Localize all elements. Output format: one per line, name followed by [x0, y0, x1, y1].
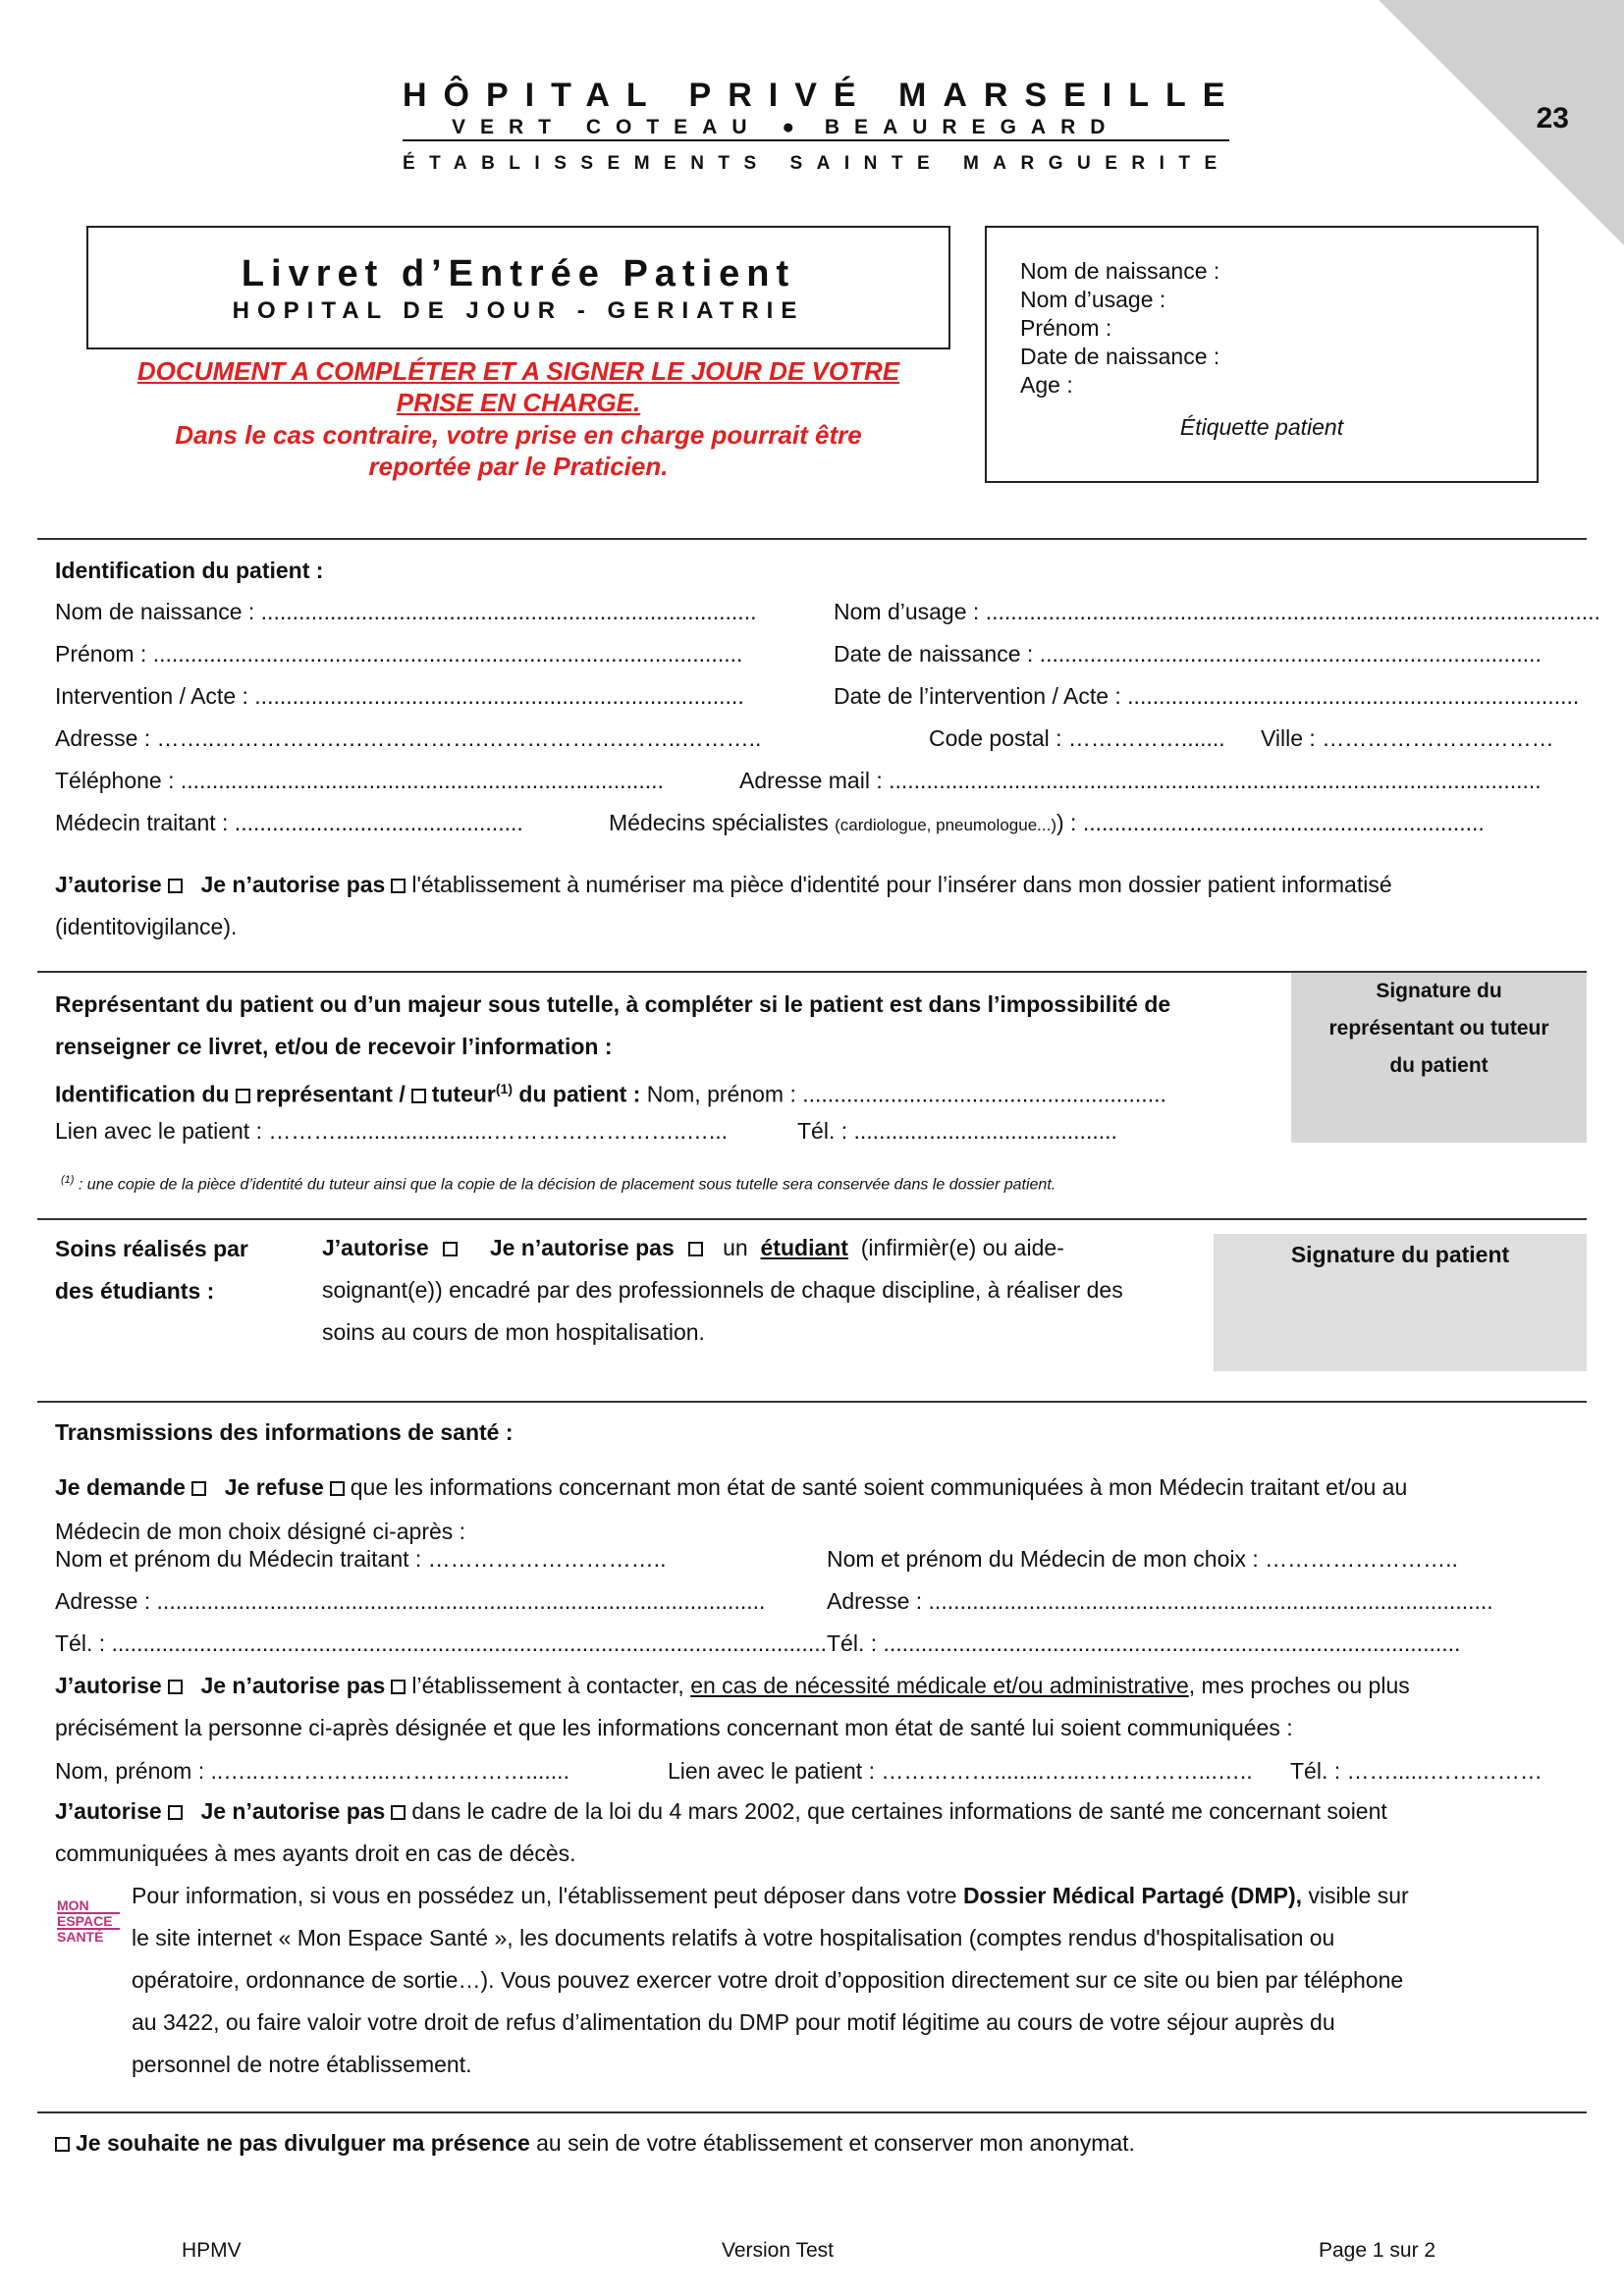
email-field[interactable]: Adresse mail : ........................................................................................................ — [739, 768, 1542, 793]
footer-page: Page 1 sur 2 — [1319, 2239, 1436, 2262]
gp-address-field[interactable]: Adresse : ................................................................................................. — [55, 1588, 766, 1614]
section-divider — [37, 2111, 1587, 2113]
logo-line-2: ESPACE — [57, 1912, 120, 1930]
intervention-date-field[interactable]: Date de l’intervention / Acte : ........................................................................ — [834, 683, 1580, 709]
id-scan-authorize-checkbox[interactable] — [168, 879, 183, 893]
transmissions-request-label: Je demande — [55, 1474, 186, 1500]
intervention-field[interactable]: Intervention / Acte : .............................................................................. — [55, 683, 744, 709]
footnote-text: : une copie de la pièce d’identité du tuteur ainsi que la copie de la décision de placement sous tutelle sera conservée dans le dossier patient. — [74, 1176, 1056, 1194]
rep-guardian-note: (1) — [495, 1081, 514, 1096]
birth-name-field[interactable]: Nom de naissance : ............................................................................... — [55, 599, 757, 624]
city-field[interactable]: Ville : ………………….……… — [1261, 725, 1554, 751]
section-divider — [37, 1218, 1587, 1220]
representative-footnote — [61, 1174, 1056, 1194]
warning-line-3: Dans le cas contraire, votre prise en charge pourrait être — [175, 420, 862, 450]
choice-doctor-phone-field[interactable]: Tél. : ............................................................................................ — [827, 1630, 1461, 1656]
guardian-checkbox[interactable] — [411, 1089, 426, 1103]
header-divider — [403, 139, 1229, 141]
law-refuse-checkbox[interactable] — [391, 1805, 406, 1820]
representative-ident — [55, 1074, 1166, 1109]
specialists-field[interactable] — [609, 808, 1485, 840]
students-etudiant: étudiant — [760, 1235, 848, 1260]
id-scan-text-2: (identitovigilance). — [55, 914, 238, 939]
site-right: BEAUREGARD — [824, 116, 1120, 138]
contact-refuse-label: Je n’autorise pas — [200, 1673, 386, 1698]
anonymity-option — [55, 2128, 1135, 2158]
label-age: Age : — [1020, 372, 1073, 398]
section-divider — [37, 1401, 1587, 1403]
transmissions-refuse-label: Je refuse — [224, 1474, 324, 1500]
contact-refuse-checkbox[interactable] — [391, 1680, 406, 1694]
contact-text-underlined: en cas de nécessité médicale et/ou administrative — [690, 1673, 1189, 1698]
anonymity-bold: Je souhaite ne pas divulguer ma présence — [76, 2130, 530, 2156]
hospital-sites — [452, 116, 1119, 139]
dmp-intro: Pour information, si vous en possédez un, l'établissement peut déposer dans votre — [132, 1883, 957, 1908]
transmissions-text-1: que les informations concernant mon état de santé soient communiquées à mon Médecin traitant et/ou au — [350, 1474, 1408, 1500]
usage-name-field[interactable]: Nom d’usage : .................................................................................................. — [834, 599, 1600, 624]
warning-line-2: PRISE EN CHARGE. — [396, 388, 641, 417]
students-authorize-label: J’autorise — [322, 1235, 429, 1260]
corner-tab — [1379, 0, 1624, 245]
dmp-line-4: au 3422, ou faire valoir votre droit de refus d’alimentation du DMP pour motif légitime au cours de votre séjour auprès du — [132, 2009, 1335, 2035]
first-name-field[interactable]: Prénom : .............................................................................................. — [55, 641, 743, 667]
transmissions-heading: Transmissions des informations de santé : — [55, 1419, 514, 1445]
label-tag: Étiquette patient — [1179, 414, 1344, 440]
contact-authorize-label: J’autorise — [55, 1673, 162, 1698]
label-usage-name: Nom d’usage : — [1020, 287, 1166, 312]
rep-phone-field[interactable]: Tél. : .......................................... — [797, 1118, 1117, 1144]
students-un: un — [723, 1235, 748, 1260]
postal-code-field[interactable]: Code postal : ……………....... — [929, 725, 1225, 751]
representative-checkbox[interactable] — [236, 1089, 250, 1103]
specialists-label: Médecins spécialistes — [609, 810, 829, 835]
dmp-after: visible sur — [1308, 1883, 1409, 1908]
footnote-mark: (1) — [61, 1174, 75, 1186]
gp-phone-field[interactable]: Tél. : .................................................................................................................. — [55, 1630, 827, 1656]
logo-line-3: SANTÉ — [57, 1929, 104, 1945]
site-left: VERT COTEAU — [452, 116, 762, 138]
anonymity-checkbox[interactable] — [55, 2137, 70, 2152]
id-scan-text: l'établissement à numériser ma pièce d'identité pour l’insérer dans mon dossier patient informatisé — [411, 872, 1392, 897]
dmp-line-5: personnel de notre établissement. — [132, 2052, 472, 2077]
contact-name-field[interactable]: Nom, prénom : ..…..……………...………………....... — [55, 1758, 569, 1784]
document-title: Livret d’Entrée Patient — [241, 253, 796, 294]
id-scan-authorize-label: J’autorise — [55, 872, 162, 897]
students-text-1-rest: (infirmièr(e) ou aide- — [860, 1235, 1064, 1260]
rep-representative-label: représentant / — [255, 1081, 406, 1107]
rep-ident-prefix: Identification du — [55, 1081, 230, 1107]
anonymity-rest: au sein de votre établissement et conserver mon anonymat. — [536, 2130, 1135, 2156]
document-subtitle: HOPITAL DE JOUR - GERIATRIE — [232, 297, 805, 324]
mon-espace-sante-logo — [57, 1898, 126, 1951]
law-consent — [55, 1790, 1567, 1875]
rep-ident-suffix: du patient : — [518, 1081, 641, 1107]
warning-line-1: DOCUMENT A COMPLÉTER ET A SIGNER LE JOUR DE VOTRE — [136, 356, 900, 386]
law-authorize-label: J’autorise — [55, 1798, 162, 1824]
warning-line-4: reportée par le Praticien. — [368, 452, 669, 481]
rep-signature-line-3: du patient — [1389, 1054, 1489, 1077]
phone-field[interactable]: Téléphone : ............................................................................. — [55, 768, 664, 793]
label-birth-date: Date de naissance : — [1020, 344, 1220, 369]
choice-doctor-name-field[interactable]: Nom et prénom du Médecin de mon choix : …………………….. — [827, 1546, 1458, 1572]
contact-phone-field[interactable]: Tél. : ……......…………… — [1290, 1758, 1543, 1784]
gp-name-field[interactable]: Nom et prénom du Médecin traitant : ………………………….. — [55, 1546, 667, 1572]
dmp-information — [132, 1875, 1567, 2086]
law-refuse-label: Je n’autorise pas — [200, 1798, 386, 1824]
gp-field[interactable]: Médecin traitant : .............................................. — [55, 810, 523, 835]
students-label-1: Soins réalisés par — [55, 1236, 248, 1261]
students-text-3: soins au cours de mon hospitalisation. — [322, 1319, 705, 1345]
patient-signature-box[interactable]: Signature du patient — [1214, 1234, 1587, 1371]
hospital-name: HÔPITAL PRIVÉ MARSEILLE — [403, 77, 1242, 114]
transmissions-consent — [55, 1467, 1567, 1509]
dmp-line-3: opératoire, ordonnance de sortie…). Vous pouvez exercer votre droit d’opposition directement sur ce site ou bien par téléphone — [132, 1967, 1404, 1993]
dmp-bold: Dossier Médical Partagé (DMP), — [962, 1883, 1303, 1908]
contact-text-a: l’établissement à contacter, — [411, 1673, 684, 1698]
transmissions-text-2: Médecin de mon choix désigné ci-après : — [55, 1519, 466, 1544]
contact-authorize-checkbox[interactable] — [168, 1680, 183, 1694]
students-text-2: soignant(e)) encadré par des professionnels de chaque discipline, à réaliser des — [322, 1277, 1123, 1303]
transmissions-request-checkbox[interactable] — [191, 1481, 206, 1496]
rep-guardian-label: tuteur — [431, 1081, 496, 1107]
footer-center: Version Test — [722, 2239, 835, 2262]
students-label-2: des étudiants : — [55, 1278, 215, 1304]
rep-signature-line-1: Signature du — [1376, 980, 1502, 1002]
students-refuse-checkbox[interactable] — [688, 1242, 703, 1256]
id-scan-refuse-checkbox[interactable] — [391, 879, 406, 893]
transmissions-refuse-checkbox[interactable] — [330, 1481, 345, 1496]
law-text: dans le cadre de la loi du 4 mars 2002, que certaines informations de santé me concernant soient — [411, 1798, 1387, 1824]
law-authorize-checkbox[interactable] — [168, 1805, 183, 1820]
contact-link-field[interactable]: Lien avec le patient : ……………........…...……………...….. — [668, 1758, 1253, 1784]
students-consent — [322, 1227, 1198, 1354]
label-first-name: Prénom : — [1020, 315, 1112, 341]
students-authorize-checkbox[interactable] — [443, 1242, 458, 1256]
page-number: 23 — [1536, 102, 1569, 134]
logo-line-1: MON — [57, 1897, 89, 1913]
representative-signature-box[interactable] — [1291, 973, 1587, 1143]
rep-link-field[interactable]: Lien avec le patient : ……….........................……………………..…... — [55, 1118, 729, 1144]
law-text-2: communiquées à mes ayants droit en cas de décès. — [55, 1841, 576, 1866]
hospital-group: ÉTABLISSEMENTS SAINTE MARGUERITE — [403, 153, 1231, 174]
specialists-dots: ) : ................................................................ — [1056, 810, 1485, 835]
patient-label-box — [985, 226, 1539, 483]
site-separator: ● — [782, 116, 805, 138]
representative-text-1: Représentant du patient ou d’un majeur sous tutelle, à compléter si le patient est dans l’impossibilité de — [55, 991, 1171, 1017]
address-field[interactable]: Adresse : ……..…………….….…………….……………….……..……….. — [55, 725, 762, 751]
id-scan-consent — [55, 864, 1567, 948]
representative-text-2: renseigner ce livret, et/ou de recevoir l’information : — [55, 1034, 613, 1059]
rep-signature-line-2: représentant ou tuteur — [1328, 1017, 1549, 1040]
identification-heading: Identification du patient : — [55, 558, 324, 583]
birth-date-field[interactable]: Date de naissance : ................................................................................ — [834, 641, 1542, 667]
contact-consent — [55, 1665, 1567, 1749]
dmp-line-2: le site internet « Mon Espace Santé », les documents relatifs à votre hospitalisation (comptes rendus d'hospitalisation ou — [132, 1925, 1335, 1950]
contact-text-2: précisément la personne ci-après désignée et que les informations concernant mon état de santé lui soient communiquées : — [55, 1715, 1293, 1740]
rep-name-field[interactable]: Nom, prénom : .......................................................... — [646, 1081, 1166, 1107]
section-divider — [37, 538, 1587, 540]
label-birth-name: Nom de naissance : — [1020, 258, 1220, 284]
id-scan-refuse-label: Je n’autorise pas — [200, 872, 386, 897]
footer-left: HPMV — [182, 2239, 242, 2262]
choice-doctor-address-field[interactable]: Adresse : .......................................................................................... — [827, 1588, 1493, 1614]
students-refuse-label: Je n’autorise pas — [489, 1235, 675, 1260]
specialists-examples: (cardiologue, pneumologue...) — [835, 816, 1056, 834]
contact-text-b: , mes proches ou plus — [1188, 1673, 1410, 1698]
